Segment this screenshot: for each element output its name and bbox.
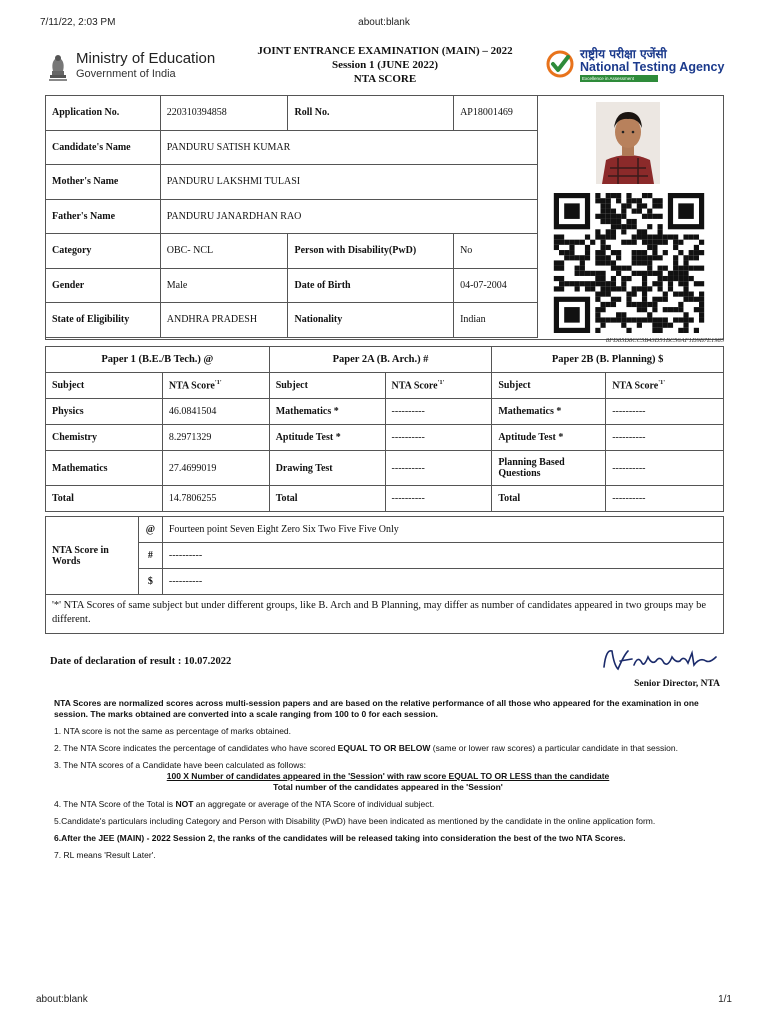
instructions-intro: NTA Scores are normalized scores across multi-session papers and are based on the relative performance of all those who appeared for the examination in one session. The marks obtained are converted into a scale ranging from 100 to 0 for each session. <box>54 698 699 719</box>
formula-numerator: 100 X Number of candidates appeared in the 'Session' with raw score EQUAL TO OR LESS than the candidate <box>166 771 610 781</box>
state-value: ANDHRA PRADESH <box>160 303 288 338</box>
table-row <box>46 517 724 543</box>
person-photo-icon <box>596 102 660 184</box>
words-text: ---------- <box>162 543 723 569</box>
instruction-text: 3. The NTA scores of a Candidate have been calculated as follows: <box>54 760 306 770</box>
exam-session: Session 1 (JUNE 2022) <box>331 59 439 71</box>
score-header <box>606 373 724 399</box>
words-symbol: @ <box>138 517 162 543</box>
print-header <box>40 17 728 31</box>
p2a-subject: Mathematics * <box>269 399 385 425</box>
instruction-emphasis: EQUAL TO OR BELOW <box>337 743 431 753</box>
candidate-details-table <box>45 95 538 338</box>
print-page-title: about:blank <box>358 17 410 28</box>
p1-score: 8.2971329 <box>162 425 269 451</box>
print-datetime: 7/11/22, 2:03 PM <box>40 17 116 28</box>
instruction-emphasis: NOT <box>175 799 194 809</box>
roll-label: Roll No. <box>288 96 454 131</box>
p2b-score: ---------- <box>606 451 724 486</box>
p1-total-score: 14.7806255 <box>162 486 269 512</box>
ministry-subtitle: Government of India <box>76 68 176 80</box>
mother-name-label: Mother's Name <box>46 165 161 200</box>
nta-logo-block <box>546 45 736 85</box>
p2b-score: ---------- <box>606 425 724 451</box>
p2b-total-label: Total <box>492 486 606 512</box>
table-row <box>46 373 724 399</box>
father-name: PANDURU JANARDHAN RAO <box>160 199 537 234</box>
qr-code-text: 8FD85D8CC5B43D51BC56AF1D9B7E1985 <box>605 337 724 344</box>
p2a-subject: Aptitude Test * <box>269 425 385 451</box>
p2a-subject: Drawing Test <box>269 451 385 486</box>
table-row <box>46 96 538 131</box>
pwd-label: Person with Disability(PwD) <box>288 234 454 269</box>
nta-check-icon <box>546 50 574 78</box>
roll-number: AP18001469 <box>454 96 538 131</box>
signature-icon <box>598 643 726 677</box>
gender-label: Gender <box>46 268 161 303</box>
print-footer <box>36 994 732 1008</box>
dob-value: 04-07-2004 <box>454 268 538 303</box>
paper2a-title: Paper 2A (B. Arch.) # <box>269 347 492 373</box>
p1-subject: Chemistry <box>46 425 163 451</box>
words-text: ---------- <box>162 569 723 595</box>
ministry-title: Ministry of Education <box>76 50 216 67</box>
exam-heading <box>230 44 540 86</box>
score-table <box>45 346 724 512</box>
table-row <box>46 425 724 451</box>
declaration-date: Date of declaration of result : 10.07.2022 <box>50 656 232 667</box>
father-name-label: Father's Name <box>46 199 161 234</box>
nta-tagline: Excellence in Assessment <box>580 75 658 82</box>
score-header <box>385 373 492 399</box>
score-header-sup: '1' <box>214 379 222 387</box>
p1-total-label: Total <box>46 486 163 512</box>
national-emblem-icon <box>46 49 70 83</box>
application-label: Application No. <box>46 96 161 131</box>
ministry-logo-block <box>46 47 236 87</box>
signatory-title: Senior Director, NTA <box>634 679 720 689</box>
candidate-name: PANDURU SATISH KUMAR <box>160 130 537 165</box>
print-page-count: 1/1 <box>718 994 732 1005</box>
candidate-photo <box>596 102 660 184</box>
instruction-item: 5.Candidate's particulars including Category and Person with Disability (PwD) have been indicated as mentioned by the candidate in the online application form. <box>54 816 656 826</box>
table-row <box>46 199 538 234</box>
score-header <box>162 373 269 399</box>
p1-score: 46.0841504 <box>162 399 269 425</box>
p2a-score: ---------- <box>385 399 492 425</box>
words-text: Fourteen point Seven Eight Zero Six Two Five Five Only <box>162 517 723 543</box>
instruction-text: (same or lower raw scores) a particular candidate in that session. <box>430 743 678 753</box>
score-note: '*' NTA Scores of same subject but under different groups, like B. Arch and B Planning, may differ as number of candidates appeared in two groups may be different. <box>45 594 724 634</box>
pwd-value: No <box>454 234 538 269</box>
paper2b-title: Paper 2B (B. Planning) $ <box>492 347 724 373</box>
p1-score: 27.4699019 <box>162 451 269 486</box>
score-header-text: NTA Score <box>391 380 438 392</box>
exam-doc-type: NTA SCORE <box>353 73 417 85</box>
words-symbol: # <box>138 543 162 569</box>
instruction-text: an aggregate or average of the NTA Score of individual subject. <box>193 799 435 809</box>
subject-header: Subject <box>46 373 163 399</box>
dob-label: Date of Birth <box>288 268 454 303</box>
p1-subject: Mathematics <box>46 451 163 486</box>
instructions <box>54 698 722 867</box>
words-symbol: $ <box>138 569 162 595</box>
subject-header: Subject <box>269 373 385 399</box>
table-row <box>46 165 538 200</box>
table-row <box>46 303 538 338</box>
p2a-score: ---------- <box>385 451 492 486</box>
instruction-text: 4. The NTA Score of the Total is <box>54 799 176 809</box>
score-formula <box>54 771 722 793</box>
p2b-total-score: ---------- <box>606 486 724 512</box>
score-words-label: NTA Score in Words <box>46 517 139 595</box>
instruction-item <box>54 743 722 754</box>
application-number: 220310394858 <box>160 96 288 131</box>
p2b-subject: Mathematics * <box>492 399 606 425</box>
table-row <box>46 234 538 269</box>
table-row <box>46 268 538 303</box>
score-header-sup: '1' <box>437 379 445 387</box>
gender-value: Male <box>160 268 288 303</box>
exam-title: JOINT ENTRANCE EXAMINATION (MAIN) – 2022 <box>257 45 513 57</box>
table-row <box>46 347 724 373</box>
print-footer-url: about:blank <box>36 994 88 1005</box>
subject-header: Subject <box>492 373 606 399</box>
instruction-item: 6.After the JEE (MAIN) - 2022 Session 2, the ranks of the candidates will be released taking into consideration the best of the two NTA Scores. <box>54 833 626 843</box>
nationality-label: Nationality <box>288 303 454 338</box>
p2a-total-score: ---------- <box>385 486 492 512</box>
p1-subject: Physics <box>46 399 163 425</box>
p2a-score: ---------- <box>385 425 492 451</box>
instruction-item: 7. RL means 'Result Later'. <box>54 850 156 860</box>
p2a-total-label: Total <box>269 486 385 512</box>
category-label: Category <box>46 234 161 269</box>
table-row <box>46 451 724 486</box>
p2b-subject: Planning Based Questions <box>492 451 606 486</box>
table-row <box>46 399 724 425</box>
nta-hindi-name: राष्ट्रीय परीक्षा एजेंसी <box>580 47 667 61</box>
nta-english-name: National Testing Agency <box>580 60 725 74</box>
mother-name: PANDURU LAKSHMI TULASI <box>160 165 537 200</box>
table-row <box>46 486 724 512</box>
instruction-text: 2. The NTA Score indicates the percentage of candidates who have scored <box>54 743 338 753</box>
p2b-score: ---------- <box>606 399 724 425</box>
qr-code-icon <box>553 193 705 333</box>
paper1-title: Paper 1 (B.E./B Tech.) @ <box>46 347 270 373</box>
instruction-item <box>54 760 722 771</box>
table-row <box>46 130 538 165</box>
score-header-text: NTA Score <box>612 380 659 392</box>
instruction-item: 1. NTA score is not the same as percentage of marks obtained. <box>54 726 292 736</box>
score-words-table <box>45 516 724 595</box>
table-row <box>46 569 724 595</box>
candidate-name-label: Candidate's Name <box>46 130 161 165</box>
score-header-text: NTA Score <box>168 380 215 392</box>
p2b-subject: Aptitude Test * <box>492 425 606 451</box>
instruction-item <box>54 799 722 810</box>
formula-denominator: Total number of the candidates appeared in the 'Session' <box>273 782 503 792</box>
table-row <box>46 543 724 569</box>
nationality-value: Indian <box>454 303 538 338</box>
category-value: OBC- NCL <box>160 234 288 269</box>
score-header-sup: '1' <box>658 379 666 387</box>
state-label: State of Eligibility <box>46 303 161 338</box>
